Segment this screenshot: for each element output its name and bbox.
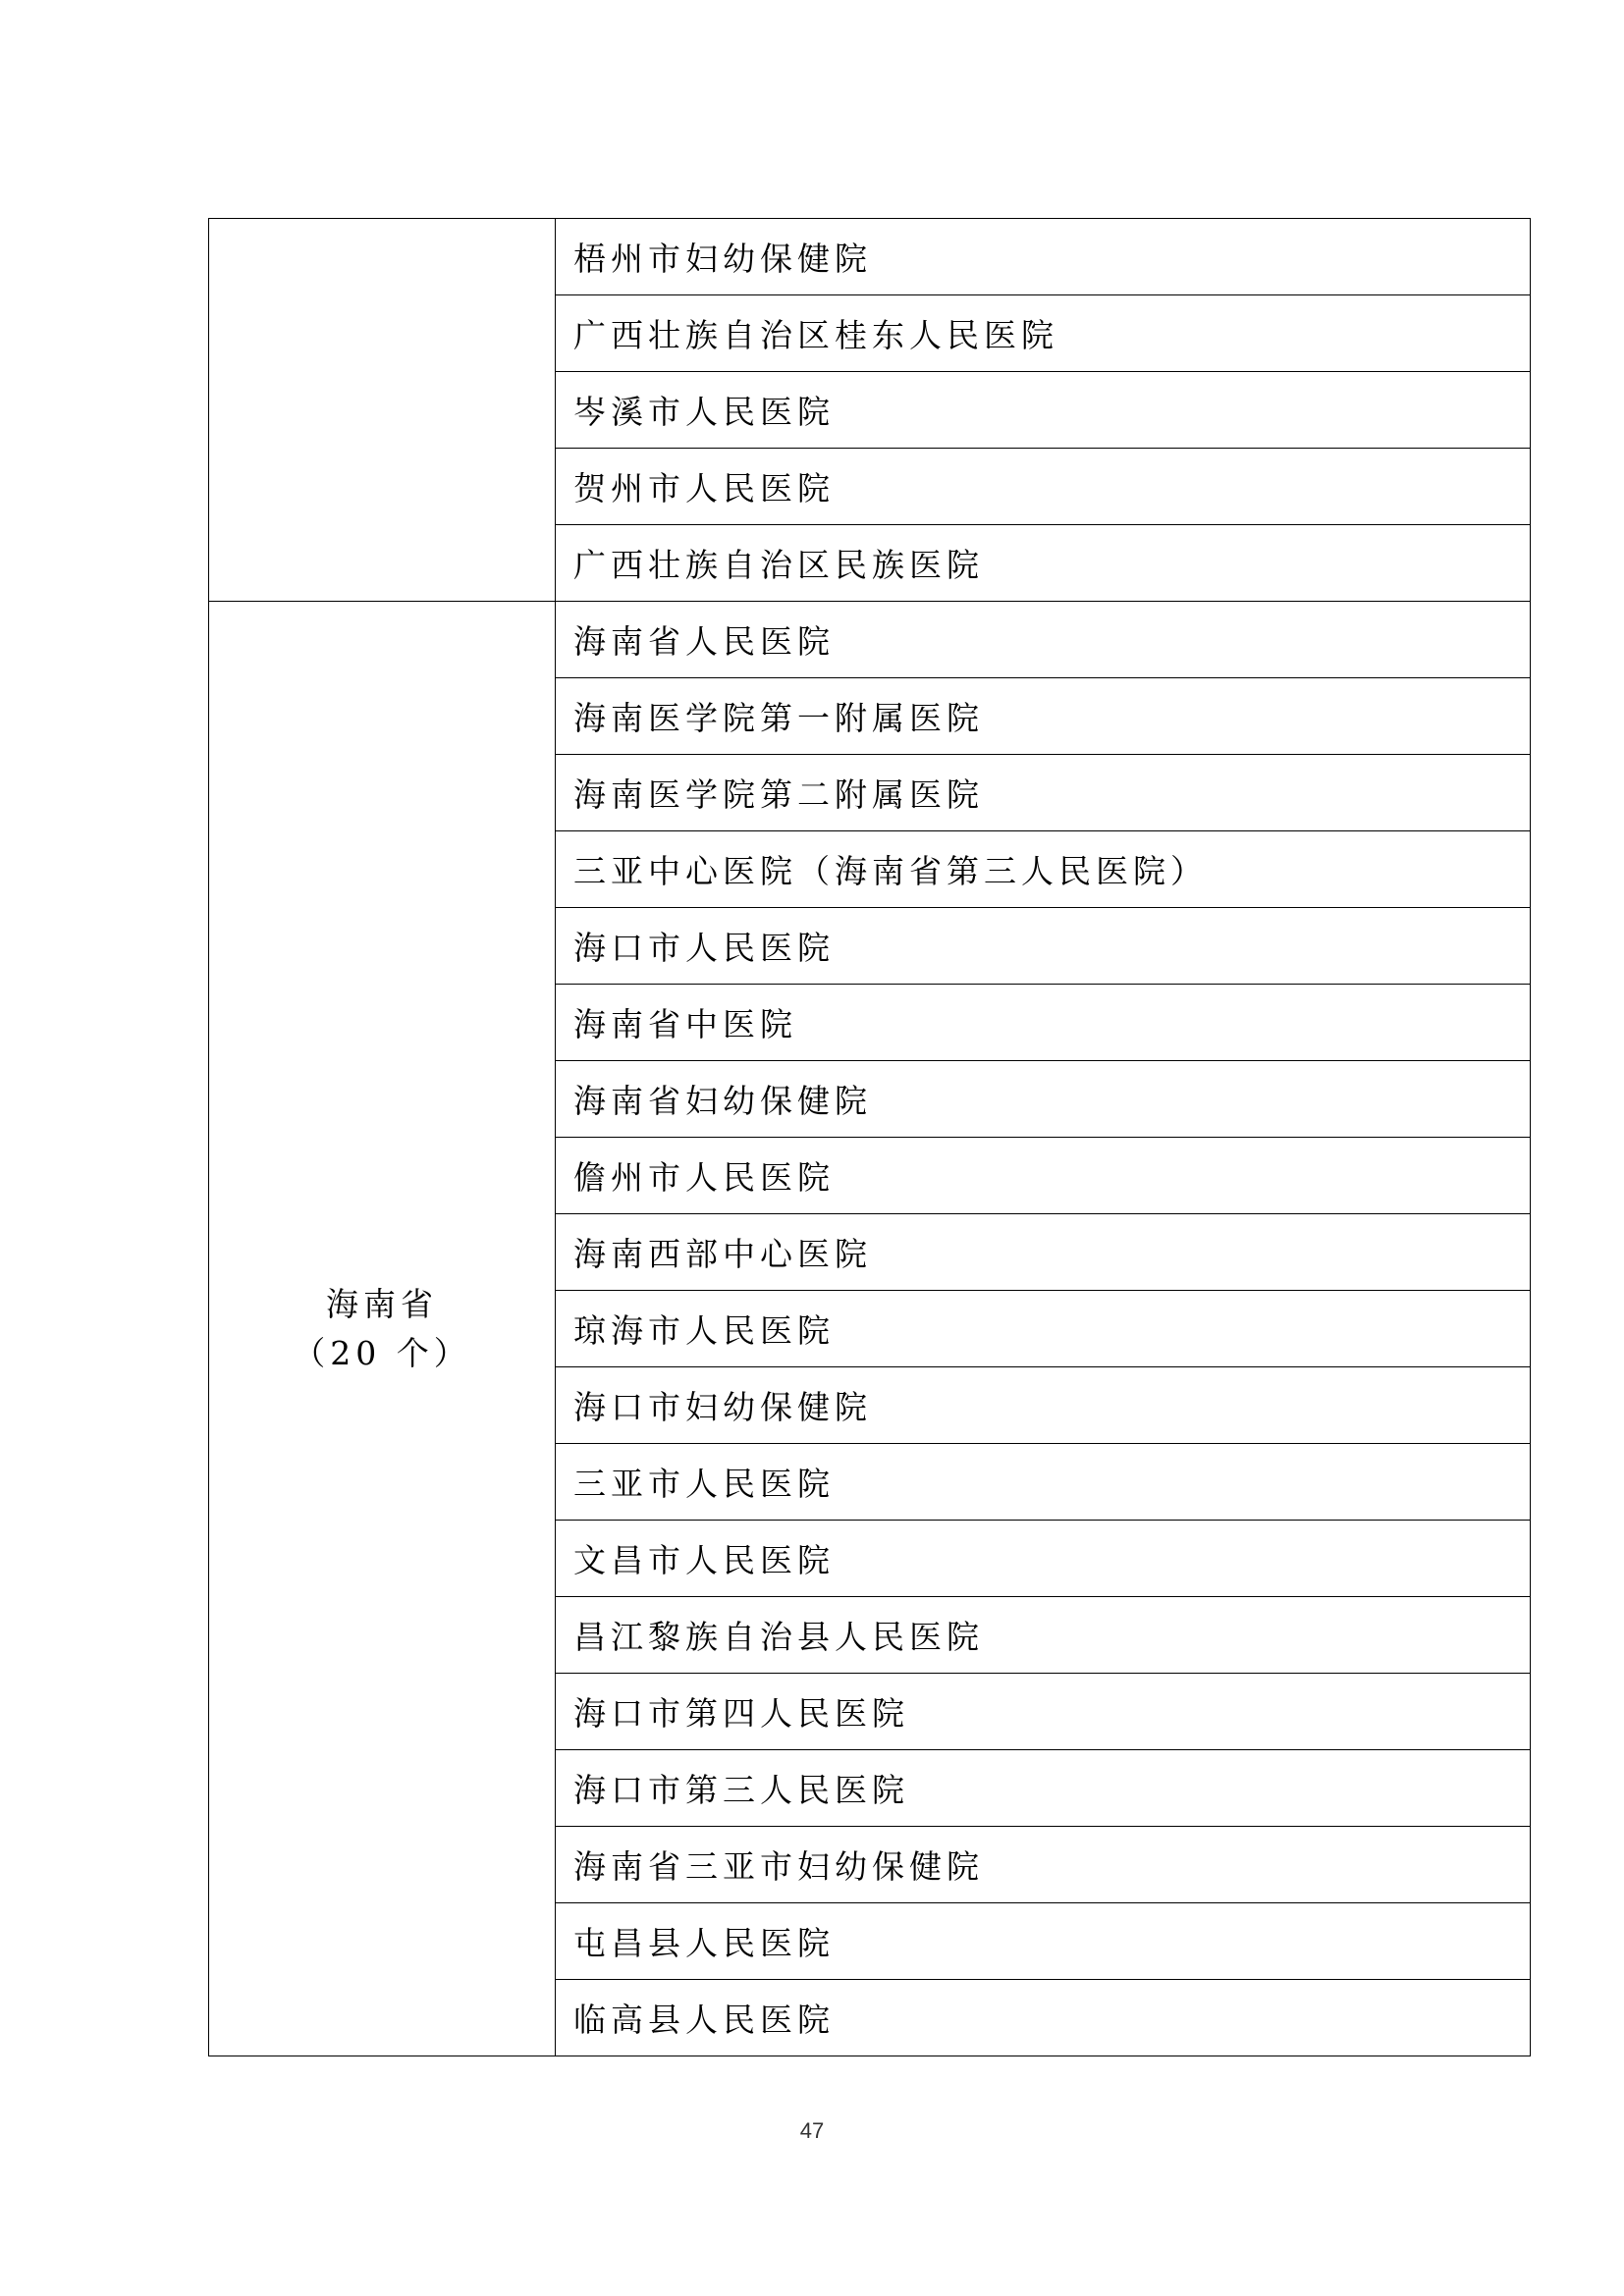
hospital-name: 屯昌县人民医院 [556, 1903, 1531, 1980]
hospital-name: 三亚中心医院（海南省第三人民医院） [556, 831, 1531, 908]
region-cell-continued [209, 219, 556, 602]
hospital-name: 海口市人民医院 [556, 908, 1531, 985]
page-number: 47 [799, 2118, 825, 2143]
region-count: （20 个） [293, 1333, 471, 1372]
hospital-name: 海南省三亚市妇幼保健院 [556, 1827, 1531, 1903]
hospital-name: 三亚市人民医院 [556, 1444, 1531, 1521]
hospital-name: 海口市第四人民医院 [556, 1674, 1531, 1750]
table-row [209, 602, 1531, 678]
hospital-name: 儋州市人民医院 [556, 1138, 1531, 1214]
hospital-name: 梧州市妇幼保健院 [556, 219, 1531, 295]
hospital-name: 岑溪市人民医院 [556, 372, 1531, 449]
region-cell-hainan [209, 602, 556, 2056]
hospital-name: 海南西部中心医院 [556, 1214, 1531, 1291]
hospital-name: 海口市妇幼保健院 [556, 1367, 1531, 1444]
hospital-name: 海口市第三人民医院 [556, 1750, 1531, 1827]
table-row [209, 219, 1531, 295]
hospital-name: 海南省中医院 [556, 985, 1531, 1061]
hospital-name: 贺州市人民医院 [556, 449, 1531, 525]
hospital-name: 临高县人民医院 [556, 1980, 1531, 2056]
hospital-name: 琼海市人民医院 [556, 1291, 1531, 1367]
hospital-name: 昌江黎族自治县人民医院 [556, 1597, 1531, 1674]
hospital-name: 文昌市人民医院 [556, 1521, 1531, 1597]
hospital-name: 海南医学院第一附属医院 [556, 678, 1531, 755]
hospital-name: 海南省人民医院 [556, 602, 1531, 678]
hospital-name: 广西壮族自治区民族医院 [556, 525, 1531, 602]
hospital-name: 广西壮族自治区桂东人民医院 [556, 295, 1531, 372]
hospital-name: 海南医学院第二附属医院 [556, 755, 1531, 831]
hospital-list-table [208, 218, 1531, 2056]
hospital-name: 海南省妇幼保健院 [556, 1061, 1531, 1138]
region-name: 海南省 [326, 1284, 438, 1323]
